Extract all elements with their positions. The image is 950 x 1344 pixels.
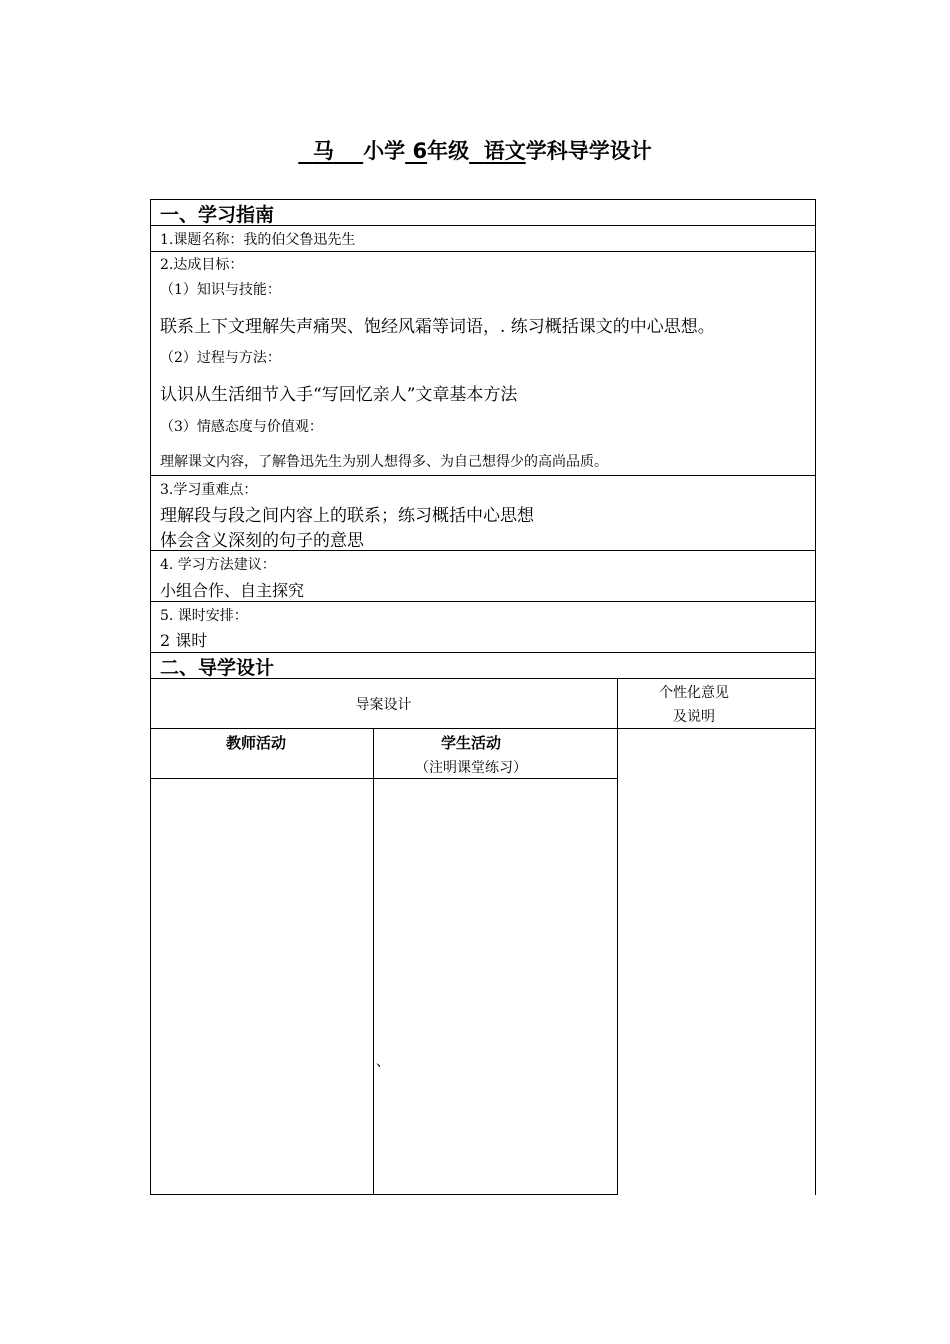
knowledge-label: （1）知识与技能： — [160, 282, 281, 298]
emotion-label: （3）情感态度与价值观： — [160, 419, 323, 435]
topic-label: 1.课题名称：我的伯父鲁迅先生 — [160, 232, 356, 248]
personal-label-line-1: 个性化意见 — [659, 685, 729, 701]
difficulty-label: 3.学习重难点： — [160, 482, 258, 498]
page-title — [0, 136, 950, 166]
difficulty-line-2: 体会含义深刻的句子的意思 — [160, 531, 364, 551]
title-school: 马 — [312, 139, 334, 163]
difficulty-line-1: 理解段与段之间内容上的联系；练习概括中心思想 — [160, 506, 534, 526]
section-heading-guide: 一、学习指南 — [160, 204, 275, 226]
student-activity-header: 学生活动 — [440, 734, 501, 752]
knowledge-text: 联系上下文理解失声痛哭、饱经风霜等词语，. 练习概括课文的中心思想。 — [160, 317, 715, 337]
title-grade-suffix: 年级 — [427, 139, 470, 163]
title-school-suffix: 小学 — [363, 139, 406, 163]
goals-label: 2.达成目标： — [160, 257, 244, 273]
personal-label-line-2: 及说明 — [673, 709, 715, 725]
process-label: （2）过程与方法： — [160, 350, 281, 366]
title-suffix: 学科导学设计 — [525, 139, 652, 163]
teacher-activity-header: 教师活动 — [225, 734, 286, 752]
table-bottom-border — [150, 1194, 618, 1195]
method-text: 小组合作、自主探究 — [160, 581, 305, 600]
title-grade: 6 — [412, 139, 428, 163]
table-right-border — [815, 199, 816, 1195]
design-label: 导案设计 — [355, 697, 412, 713]
stray-mark: 、 — [376, 1054, 390, 1070]
process-text: 认识从生活细节入手“写回忆亲人”文章基本方法 — [160, 385, 518, 405]
schedule-text: 2 课时 — [160, 631, 208, 650]
schedule-label: 5. 课时安排： — [160, 608, 248, 624]
section-heading-design: 二、导学设计 — [160, 657, 275, 679]
student-activity-subheader: （注明课堂练习） — [415, 760, 527, 776]
emotion-text: 理解课文内容，了解鲁迅先生为别人想得多、为自己想得少的高尚品质。 — [160, 454, 608, 470]
method-label: 4. 学习方法建议： — [160, 557, 276, 573]
title-subject: 语文 — [483, 139, 526, 163]
